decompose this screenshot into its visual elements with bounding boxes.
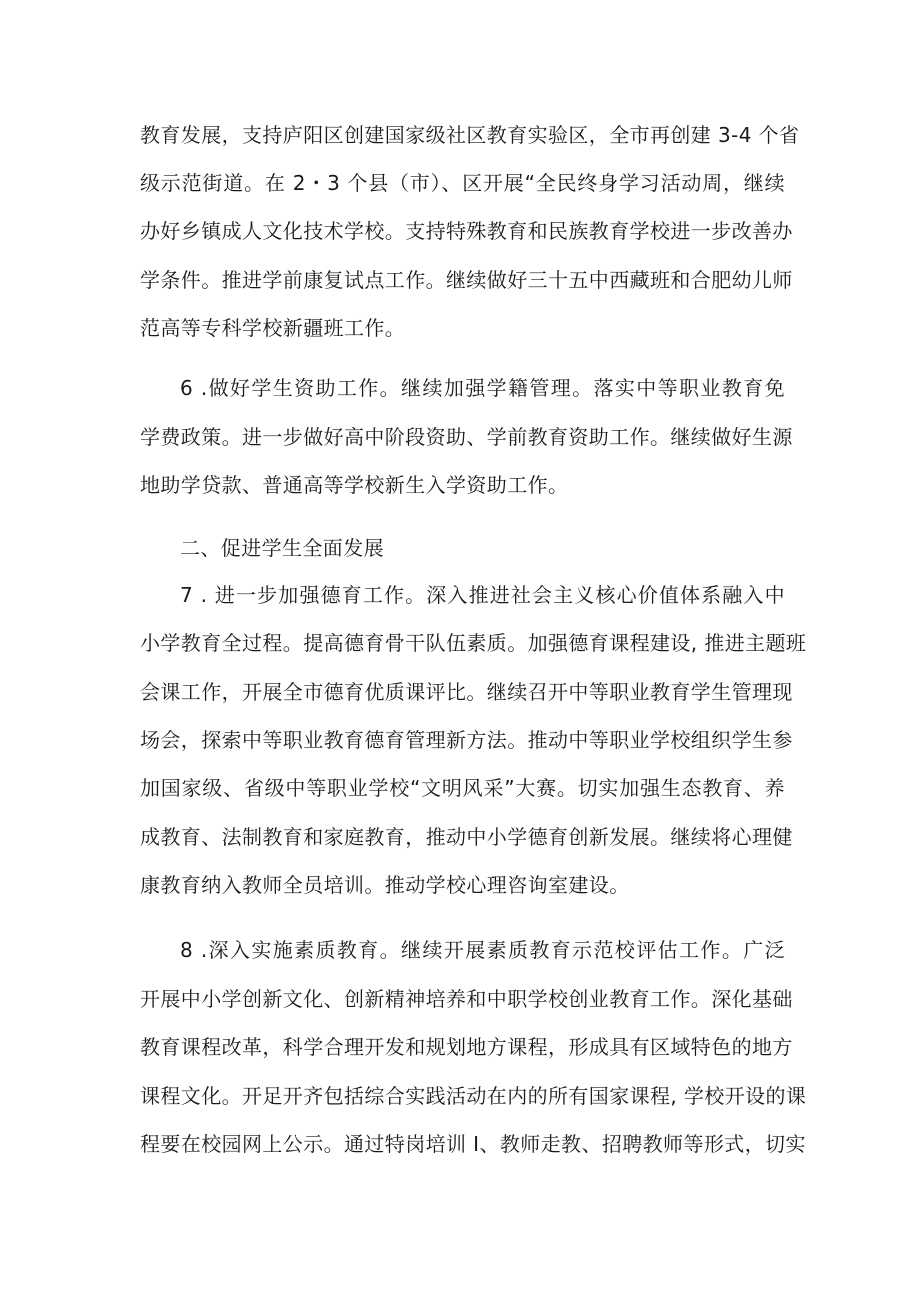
paragraph-line: 开展中小学创新文化、创新精神培养和中职学校创业教育工作。深化基础 (140, 987, 793, 1011)
paragraph-line: 8 .深入实施素质教育。继续开展素质教育示范校评估工作。广泛 (180, 938, 785, 962)
paragraph-line: 办好乡镇成人文化技术学校。支持特殊教育和民族教育学校进一步改善办 (140, 219, 793, 243)
section-heading: 二、促进学生全面发展 (180, 536, 384, 560)
paragraph-line: 小学教育全过程。提高德育骨干队伍素质。加强德育课程建设, 推进主题班 (140, 631, 807, 655)
paragraph-line: 范高等专科学校新疆班工作。 (140, 316, 406, 340)
paragraph-line: 会课工作，开展全市德育优质课评比。继续召开中等职业教育学生管理现 (140, 680, 793, 704)
paragraph-line: 程要在校园网上公示。通过特岗培训 I、教师走教、招聘教师等形式，切实 (140, 1132, 806, 1156)
paragraph-line: 6 .做好学生资助工作。继续加强学籍管理。落实中等职业教育免 (180, 376, 785, 400)
paragraph-line: 场会，探索中等职业教育德育管理新方法。推动中等职业学校组织学生参 (140, 728, 793, 752)
paragraph-line: 学费政策。进一步做好高中阶段资助、学前教育资助工作。继续做好生源 (140, 425, 793, 449)
paragraph-line: 地助学贷款、普通高等学校新生入学资助工作。 (140, 473, 569, 497)
paragraph-line: 级示范街道。在 2・3 个县（市）、区开展“全民终身学习活动周，继续 (140, 171, 785, 195)
paragraph-line: 学条件。推进学前康复试点工作。继续做好三十五中西藏班和合肥幼儿师 (140, 268, 793, 292)
paragraph-line: 7 . 进一步加强德育工作。深入推进社会主义核心价值体系融入中 (180, 583, 785, 607)
paragraph-line: 课程文化。开足开齐包括综合实践活动在内的所有国家课程, 学校开设的课 (140, 1084, 807, 1108)
paragraph-line: 加国家级、省级中等职业学校“文明风采”大赛。切实加强生态教育、养 (140, 776, 785, 800)
paragraph-line: 成教育、法制教育和家庭教育，推动中小学德育创新发展。继续将心理健 (140, 825, 793, 849)
paragraph-line: 康教育纳入教师全员培训。推动学校心理咨询室建设。 (140, 873, 630, 897)
paragraph-line: 教育发展，支持庐阳区创建国家级社区教育实验区，全市再创建 3-4 个省 (140, 123, 800, 147)
paragraph-line: 教育课程改革，科学合理开发和规划地方课程，形成具有区域特色的地方 (140, 1035, 793, 1059)
